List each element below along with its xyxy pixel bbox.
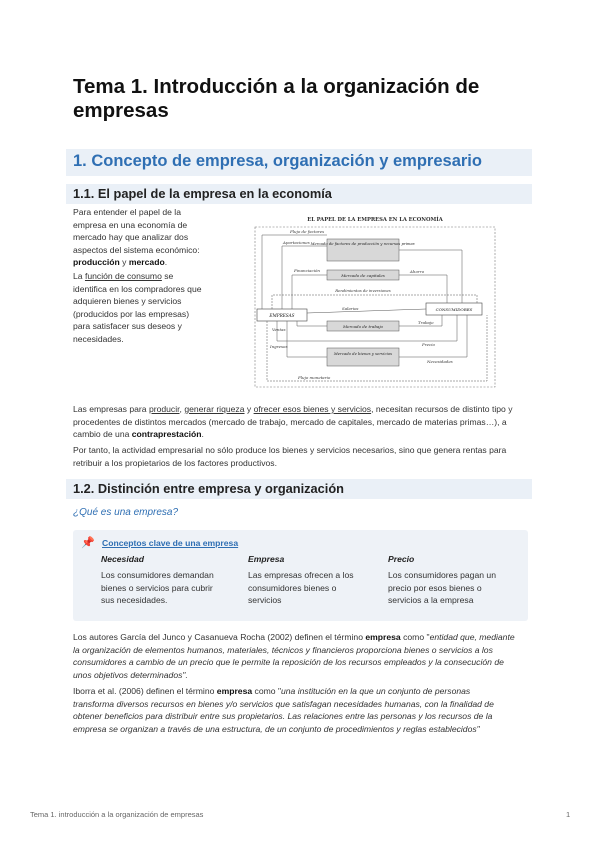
text-line: identifica en los compradores que (73, 283, 202, 294)
intro-paragraph-1 (73, 206, 248, 269)
concept-heading: Necesidad (101, 554, 144, 564)
economy-diagram-figure (252, 213, 498, 389)
text-line: aspectos del sistema económico: (73, 244, 200, 255)
text-line: Los consumidores demandan (101, 570, 214, 580)
flow-line (307, 309, 426, 313)
label-text: Mercado de factores de producción y recursos primar. (310, 241, 416, 246)
question-heading: ¿Qué es una empresa? (73, 507, 179, 518)
text-line: consumidores a cambio de un precio que le permite la reposición de los recursos empleados y la consecución de (73, 657, 504, 668)
label-precio: Precio (422, 342, 435, 347)
flow-line (287, 321, 327, 357)
flow-line (282, 246, 327, 309)
text-line: Para entender el papel de la (73, 207, 181, 217)
text-line (73, 428, 533, 441)
label-empresas: EMPRESAS (269, 313, 295, 318)
text-line: precio por esos bienes o (388, 582, 482, 593)
link-ofrecer-bienes[interactable]: ofrecer esos bienes y servicios (253, 404, 372, 414)
concept-text (101, 569, 226, 607)
text-line: transforma diversos recursos en bienes y/o servicios que satisfagan necesidades humanas, con la finalidad de (73, 698, 494, 709)
text-line: retribuir a los propietarios de los factores productivos. (73, 457, 277, 468)
subsection-heading-distincion: 1.2. Distinción entre empresa y organización (66, 479, 532, 499)
concept-text (248, 569, 373, 607)
text-span: Iborra et al. (2006) definen el término (73, 686, 217, 696)
text-span: . (201, 429, 204, 440)
text-line: Las empresas ofrecen a los (248, 570, 354, 580)
text-line: adquieren bienes y servicios (73, 296, 182, 307)
page-number: 1 (566, 810, 571, 819)
italic-span: una institución en la que un conjunto de personas (281, 686, 471, 696)
definition-garcia (73, 631, 533, 681)
label-aportaciones: Aportaciones (283, 240, 310, 245)
link-producir[interactable]: producir (148, 404, 180, 414)
label-rendimientos: Rendimientos de inversiones (335, 288, 391, 293)
text-line: necesidades. (73, 333, 124, 344)
text-line: servicios (248, 595, 282, 606)
text-line: procedentes de distintos mercados (mercado de trabajo, mercado de capitales, mercado de materias primas…), a (73, 416, 507, 427)
text-line (73, 256, 248, 269)
text-span: como " (400, 632, 430, 642)
text-line: empresa se organizan a través de una estructura, de un conjunto de procedimientos y reglas establecidos" (73, 723, 480, 734)
label-mercado-factores (310, 241, 416, 246)
subsection-heading-papel: 1.1. El papel de la empresa en la economía (66, 184, 532, 204)
text-span: Los autores García del Junco y Casanueva Rocha (2002) definen el término (73, 632, 366, 642)
text-line: Los consumidores pagan un (388, 570, 496, 580)
concept-column-necesidad (101, 554, 226, 607)
text-span: como " (252, 686, 281, 696)
bold-term: mercado (128, 257, 165, 268)
text-span: Las empresas para (73, 404, 149, 414)
text-line (73, 685, 533, 698)
label-consumidores: CONSUMIDORES (435, 307, 473, 312)
text-span: , necesitan recursos de distinto tipo y (371, 404, 513, 414)
label-ahorro: Ahorro (410, 269, 425, 274)
text-line: (producidos por las empresas) (73, 308, 190, 319)
key-concepts-title[interactable]: Conceptos clave de una empresa (102, 538, 239, 548)
flow-line (292, 275, 327, 309)
text-line: unos objetivos determinados". (73, 669, 188, 680)
concept-heading: Precio (388, 554, 415, 564)
section-heading-concepto: 1. Concepto de empresa, organización y empresario (66, 149, 532, 176)
text-line: sus necesidades. (101, 595, 168, 606)
key-concepts-box (73, 530, 528, 621)
flow-line (399, 275, 447, 303)
text-line: consumidores bienes o (248, 582, 337, 593)
paragraph-rentas (73, 444, 533, 469)
label-flujo-monetario: Flujo monetario (298, 375, 331, 380)
text-line (73, 270, 248, 283)
label-ventas: Ventas (272, 327, 286, 332)
concept-column-empresa (248, 554, 373, 607)
bold-term: empresa (216, 686, 253, 696)
label-trabajo: Trabajo (418, 320, 434, 325)
figure-title: EL PAPEL DE LA EMPRESA EN LA ECONOMÍA (307, 217, 443, 223)
concept-column-precio (388, 554, 513, 607)
intro-paragraph-2 (73, 270, 248, 346)
text-span: La (73, 271, 85, 281)
label-financiacion: Financiación (294, 268, 320, 273)
pushpin-icon: 📌 (81, 537, 95, 549)
text-span: , (179, 404, 185, 414)
paragraph-recursos (73, 403, 533, 441)
text-line (73, 631, 533, 644)
footer-text: Tema 1. introducción a la organización de empresas (30, 810, 204, 819)
concept-heading: Empresa (248, 554, 285, 564)
definition-iborra (73, 685, 533, 735)
text-span: se (161, 271, 174, 281)
text-line: servicios a la empresa (388, 595, 474, 606)
document-title: Tema 1. Introducción a la organización de empresas (73, 75, 480, 122)
italic-span: entidad que, mediante (429, 632, 515, 642)
text-span: . (164, 257, 168, 268)
label-flujo-factores: Flujo de factores (290, 229, 325, 234)
text-line: obtener beneficios para distribuir entre sus propietarios. Las relaciones entre las personas y los recursos de la (73, 711, 493, 722)
flow-line (297, 321, 327, 326)
text-line: empresa en una economía de (73, 219, 188, 230)
link-funcion-consumo[interactable]: función de consumo (84, 271, 162, 281)
label-necesidades: Necesidades (427, 359, 453, 364)
concept-text (388, 569, 513, 607)
text-line (73, 403, 533, 416)
label-ingresos: Ingresos (270, 344, 288, 349)
text-line: mercado hay que analizar dos (73, 232, 189, 243)
bold-term: empresa (365, 632, 401, 642)
label-mercado-trabajo: Mercado de trabajo (343, 324, 383, 329)
bold-term: producción (73, 257, 120, 268)
link-generar-riqueza[interactable]: generar riqueza (184, 404, 245, 414)
label-mercado-bienes: Mercado de bienes y servicios (333, 351, 393, 356)
text-span: cambio de una (73, 429, 132, 440)
text-line: la organización de elementos humanos, materiales, técnicos y financieros proporciona bienes o servicios a los (73, 644, 493, 655)
text-line: Por tanto, la actividad empresarial no sólo produce los bienes y servicios necesarios, sino que genera rentas para (73, 445, 507, 455)
text-line: para satisfacer sus deseos y (73, 321, 182, 332)
text-line: bienes o servicios para cubrir (101, 582, 213, 593)
text-span: y (119, 257, 129, 268)
label-mercado-capitales: Mercado de capitales (341, 273, 385, 278)
text-span: y (244, 404, 254, 414)
label-salarios: Salarios (342, 306, 359, 311)
bold-term: contraprestación (131, 429, 202, 440)
